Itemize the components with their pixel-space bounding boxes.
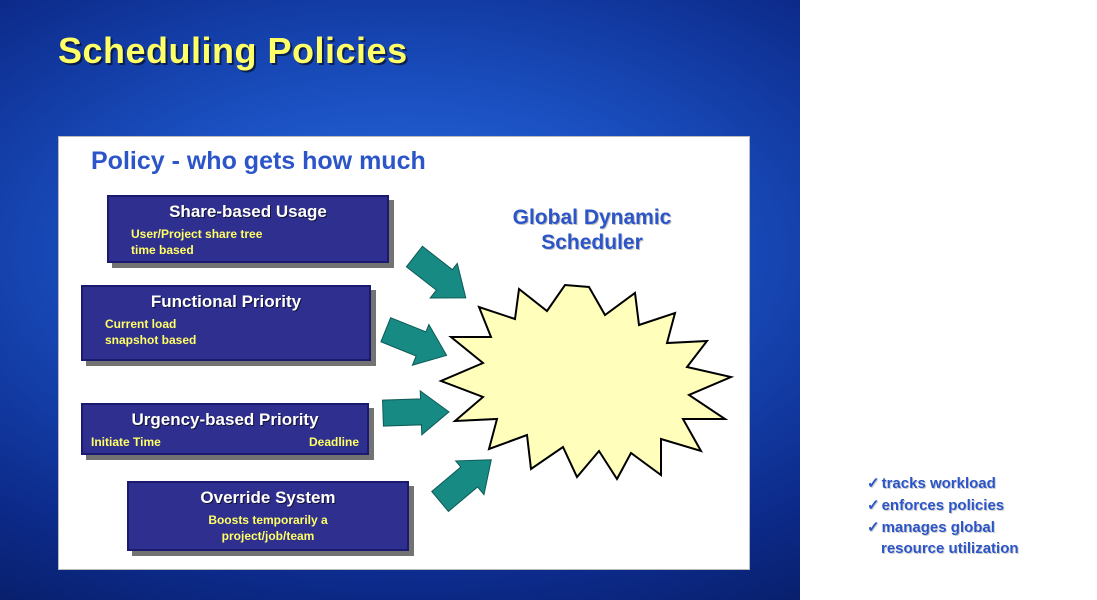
burst-item-label: enforces policies [881, 496, 1005, 514]
policy-details [109, 226, 387, 258]
policy-detail-deadline: Deadline [308, 434, 359, 449]
starburst-shape [439, 285, 1019, 558]
global-dynamic-scheduler-heading [457, 205, 727, 255]
check-icon: ✓ [867, 496, 880, 514]
burst-item [867, 517, 1097, 561]
check-icon: ✓ [867, 475, 880, 492]
policy-detail-line: Current load [105, 316, 177, 331]
burst-item [867, 473, 1097, 495]
policy-details [83, 316, 369, 348]
policy-title: Urgency-based Priority [131, 410, 319, 429]
policy-detail-initiate-time: Initiate Time [91, 434, 161, 449]
burst-item-continuation: resource utilization [881, 540, 1019, 558]
policy-detail-line: project/job/team [221, 528, 315, 543]
panel-heading: Policy - who gets how much [91, 147, 426, 175]
starburst-text [867, 473, 1097, 560]
heading-line-2: Scheduler [541, 231, 643, 255]
burst-item [867, 495, 1097, 517]
burst-item-label: manages global [881, 518, 995, 536]
policy-detail-line: Boosts temporarily a [208, 512, 328, 527]
policy-title: Share-based Usage [169, 202, 327, 221]
policy-details [129, 512, 407, 544]
policy-box-override-system[interactable] [127, 481, 409, 551]
burst-item-label: tracks workload [881, 475, 996, 492]
policy-box-functional-priority[interactable] [81, 285, 371, 361]
policy-detail-line: User/Project share tree [131, 226, 263, 241]
policy-box-share-based-usage[interactable] [107, 195, 389, 263]
page-title: Scheduling Policies [58, 30, 408, 71]
policy-detail-line: snapshot based [105, 332, 197, 347]
policy-box-urgency-based-priority[interactable] [81, 403, 369, 455]
policy-detail-line: time based [131, 242, 194, 257]
check-icon: ✓ [867, 518, 880, 536]
content-panel [58, 136, 1019, 570]
heading-line-1: Global Dynamic [512, 206, 672, 229]
policy-title: Functional Priority [150, 292, 302, 311]
policy-details [83, 434, 367, 450]
policy-title: Override System [200, 488, 336, 507]
